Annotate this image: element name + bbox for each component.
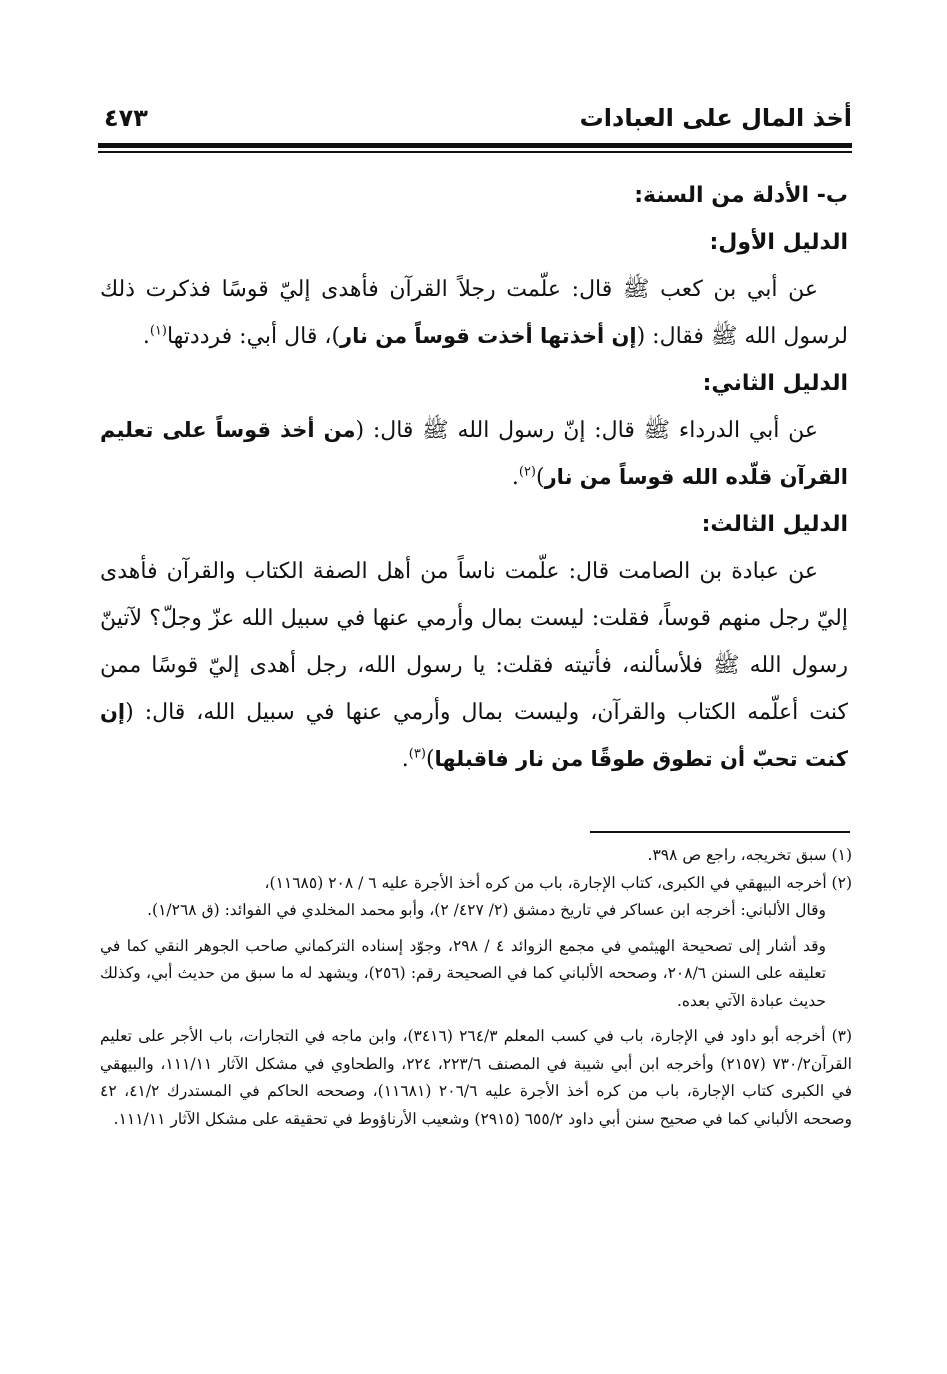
header-rule-thick xyxy=(98,143,852,148)
evidence-2-heading: الدليل الثاني: xyxy=(702,371,848,396)
footnote-separator xyxy=(590,831,850,833)
evidence-3-hadith: إن كنت تحبّ أن تطوق طوقًا من نار فاقبلها xyxy=(100,700,848,771)
evidence-2-text-end: ) xyxy=(536,465,545,490)
evidence-1-text-end: )، قال أبي: فرددتها xyxy=(166,324,341,349)
footnote-2-note: وقد أشار إلى تصحيحة الهيثمي في مجمع الزوائد ٤ / ٢٩٨، وجوّد إسناده التركماني صاحب الجوهر النقي كما في تعليقه على السنن ٢٠٨/٦، وصححه الألباني كما في الصحيحة رقم: (٢٥٦)، ويشهد له ما سبق من حديث أبي، وكذلك حديث عبادة الآتي بعده. xyxy=(100,936,827,1010)
evidence-2-hadith: من أخذ قوساً على تعليم القرآن قلّده الله قوساً من نار xyxy=(100,418,848,489)
evidence-3-heading: الدليل الثالث: xyxy=(701,512,848,537)
evidence-3-text: عن عبادة بن الصامت قال: علّمت ناساً من أهل الصفة الكتاب والقرآن فأهدى إليّ رجل منهم قوساً، فقلت: ليست بمال وأرمي عنها في سبيل الله عزّ وجلّ؟ لآتينّ رسول الله ﷺ فلأسألنه، فأتيته فقلت: يا رسول الله، رجل أهدى إليّ قوسًا ممن كنت أعلّمه الكتاب والقرآن، وليست بمال وأرمي عنها في سبيل الله، قال: ( xyxy=(100,559,848,725)
evidence-1-paragraph xyxy=(100,266,848,360)
footnote-ref-3: (٣) xyxy=(408,746,426,762)
footnote-1: (١) سبق تخريجه، راجع ص ٣٩٨. xyxy=(647,846,852,864)
running-title: أخذ المال على العبادات xyxy=(579,104,852,132)
header-rule-thin xyxy=(98,151,852,153)
footnote-2: (٢) أخرجه البيهقي في الكبرى، كتاب الإجارة، باب من كره أخذ الأجرة عليه ٦ / ٢٠٨ (١١٦٨٥)، xyxy=(264,873,852,892)
footnote-ref-1: (١) xyxy=(149,323,167,339)
main-text xyxy=(100,172,848,783)
evidence-1-period: . xyxy=(142,324,150,349)
footnote-3: (٣) أخرجه أبو داود في الإجارة، باب في كسب المعلم ٢٦٤/٣ (٣٤١٦)، وابن ماجه في التجارات، باب الأجر على تعليم القرآن٧٣٠/٢ (٢١٥٧) وأخرجه ابن أبي شيبة في المصنف ٢٢٣/٦، ٢٢٤، والطحاوي في مشكل الآثار ١١١/١١، والبيهقي في الكبرى كتاب الإجارة، باب من كره أخذ الأجرة عليه ٢٠٦/٦ (١١٦٨١)، وصححه الحاكم في المستدرك ٤١/٢، ٤٢ وصححه الألباني كما في صحيح سنن أبي داود ٦٥٥/٢ (٢٩١٥) وشعيب الأرناؤوط في تحقيقه على مشكل الآثار ١١١/١١. xyxy=(100,1027,853,1128)
page-number: ٤٧٣ xyxy=(104,104,148,132)
evidence-3-period: . xyxy=(401,747,409,772)
footnote-ref-2: (٢) xyxy=(518,464,536,480)
evidence-3-paragraph xyxy=(100,548,848,783)
evidence-2-period: . xyxy=(511,465,519,490)
footnotes xyxy=(100,842,852,1133)
page-header xyxy=(98,100,852,140)
evidence-1-hadith: إن أخذتها أخذت قوساً من نار xyxy=(340,324,637,348)
evidence-3-text-end: ) xyxy=(425,747,435,772)
evidence-2-text: عن أبي الدرداء ﷺ قال: إنّ رسول الله ﷺ قال: ( xyxy=(355,418,819,443)
evidence-1-heading: الدليل الأول: xyxy=(709,230,848,255)
evidence-1-text: عن أبي بن كعب ﷺ قال: علّمت رجلاً القرآن فأهدى إليّ قوسًا فذكرت ذلك لرسول الله ﷺ فقال: ( xyxy=(100,277,848,349)
section-title: ب- الأدلة من السنة: xyxy=(634,183,848,208)
evidence-2-paragraph xyxy=(100,407,848,501)
footnote-2-continuation: وقال الألباني: أخرجه ابن عساكر في تاريخ دمشق (٢/ ٤٢٧/ ٢)، وأبو محمد المخلدي في الفوائد: (ق ١/٢٦٨). xyxy=(147,901,826,919)
